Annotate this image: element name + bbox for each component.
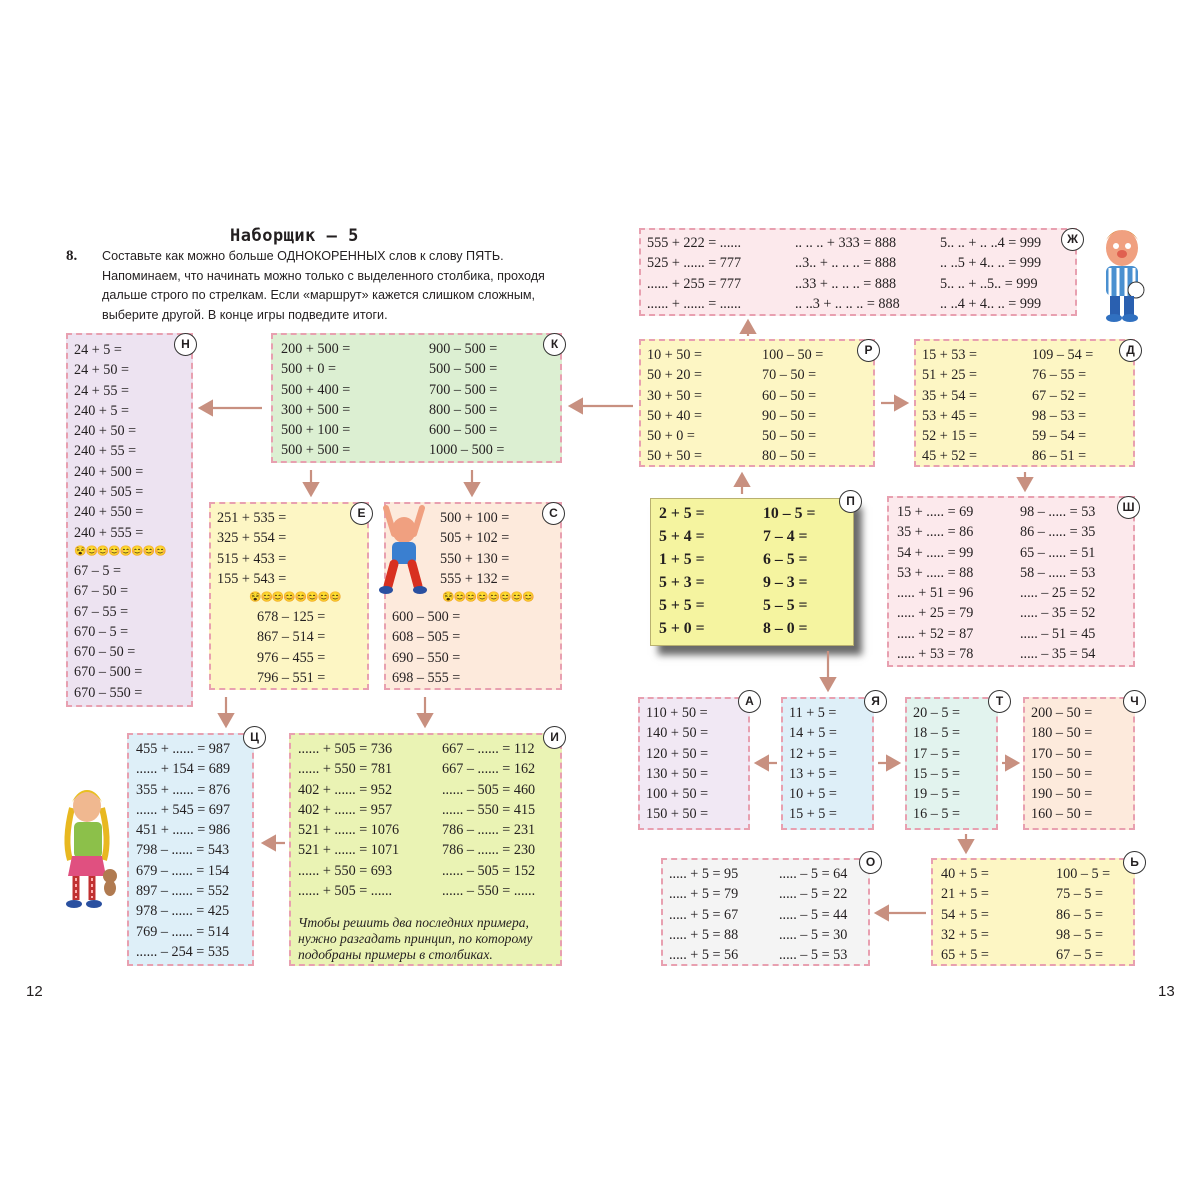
equation: 86 – 51 = xyxy=(1032,448,1087,465)
box-letter: Е xyxy=(350,502,373,525)
box-letter: Ш xyxy=(1117,496,1140,519)
equation: 10 + 5 = xyxy=(789,786,837,803)
equation: 67 – 5 = xyxy=(74,562,122,579)
page-number-right: 13 xyxy=(1158,983,1175,1000)
equation: ...... + 154 = 689 xyxy=(136,761,231,778)
task-line: дальше строго по стрелкам. Если «маршрут» кажется слишком сложным, xyxy=(102,288,536,302)
equation: ..... – 5 = 53 xyxy=(779,947,848,964)
equation: 150 – 50 = xyxy=(1031,765,1093,782)
jumping-boy-illustration xyxy=(376,504,432,598)
equation: ..... – 5 = 44 xyxy=(779,906,848,923)
equation: 32 + 5 = xyxy=(941,926,989,943)
equation: 897 – ...... = 552 xyxy=(136,883,230,900)
page-title: Наборщик — 5 xyxy=(230,226,359,246)
equation: 251 + 535 = xyxy=(217,510,287,526)
equation: 98 – 5 = xyxy=(1056,926,1104,943)
equation: ..... – 51 = 45 xyxy=(1020,625,1096,642)
equation: 240 + 555 = xyxy=(74,524,144,541)
equation: 90 – 50 = xyxy=(762,407,817,424)
equation: 670 – 500 = xyxy=(74,664,143,681)
equation: 5 + 4 = xyxy=(659,528,705,545)
equation: 65 – ..... = 51 xyxy=(1020,544,1096,561)
task-number: 8. xyxy=(66,248,78,264)
equation: 24 + 50 = xyxy=(74,362,130,379)
equation: ..... + 5 = 67 xyxy=(669,906,739,923)
equation: 50 + 0 = xyxy=(647,428,695,445)
equation: ...... + 255 = 777 xyxy=(647,275,742,292)
equation: 52 + 15 = xyxy=(922,428,978,445)
equation: 100 – 5 = xyxy=(1056,866,1111,882)
equation: 867 – 514 = xyxy=(257,629,326,646)
equation: 67 – 50 = xyxy=(74,583,129,600)
equation: 13 + 5 = xyxy=(789,765,837,782)
equation: 98 – 53 = xyxy=(1032,407,1087,424)
equation: 35 + 54 = xyxy=(922,387,978,404)
equation: 53 + 45 = xyxy=(922,407,978,424)
equation: 80 – 50 = xyxy=(762,448,817,465)
equation: 1000 – 500 = xyxy=(429,442,505,459)
equation: 35 + ..... = 86 xyxy=(897,524,974,541)
equation: 20 – 5 = xyxy=(913,705,961,721)
equation: 525 + ...... = 777 xyxy=(647,255,742,272)
equation: 978 – ...... = 425 xyxy=(136,903,230,920)
equation: 600 – 500 = xyxy=(429,422,498,439)
equation: 76 – 55 = xyxy=(1032,367,1087,384)
equation: ..33 + .. .. .. = 888 xyxy=(795,275,897,292)
equation: 500 + 100 = xyxy=(440,510,510,526)
equation: 45 + 52 = xyxy=(922,448,978,465)
equation: 800 – 500 = xyxy=(429,401,498,418)
note-line: нужно разгадать принцип, по которому xyxy=(298,931,533,946)
equation: 9 – 3 = xyxy=(763,574,808,591)
equation: 8 – 0 = xyxy=(763,620,808,637)
boy-with-ball-illustration xyxy=(1092,218,1154,324)
equation: 678 – 125 = xyxy=(257,609,326,626)
equation: 796 – 551 = xyxy=(257,670,326,687)
equation: 505 + 102 = xyxy=(440,530,510,547)
equation: 690 – 550 = xyxy=(392,649,461,666)
equation: 160 – 50 = xyxy=(1031,806,1093,823)
equation: 110 + 50 = xyxy=(646,705,708,721)
equation: 700 – 500 = xyxy=(429,381,498,398)
equation: 451 + ...... = 986 xyxy=(136,822,231,839)
equation: 51 + 25 = xyxy=(922,367,978,384)
equation: 670 – 50 = xyxy=(74,644,136,661)
equation: 521 + ...... = 1071 xyxy=(298,842,400,859)
equation: ..... + 51 = 96 xyxy=(897,585,974,602)
note-line: Чтобы решить два последних примера, xyxy=(298,915,529,930)
equation: 521 + ...... = 1076 xyxy=(298,822,400,839)
equation: 170 – 50 = xyxy=(1031,745,1093,762)
equation: 75 – 5 = xyxy=(1056,886,1104,903)
girl-with-teddy-illustration xyxy=(58,780,120,912)
equation: 600 – 500 = xyxy=(392,609,461,626)
equation: 70 – 50 = xyxy=(762,367,817,384)
box-letter: Я xyxy=(864,690,887,713)
equation: ...... – 550 = ...... xyxy=(442,883,536,900)
equation: 5.. .. + .. ..4 = 999 xyxy=(940,235,1042,251)
equation: 500 + 0 = xyxy=(281,361,337,378)
box-letter: С xyxy=(542,502,565,525)
equation: 54 + ..... = 99 xyxy=(897,544,974,561)
equation: 67 – 5 = xyxy=(1056,947,1104,964)
note-line: подобраны примеры в столбиках. xyxy=(298,947,493,962)
equation: 18 – 5 = xyxy=(913,725,961,742)
equation: 355 + ...... = 876 xyxy=(136,781,231,798)
equation: 120 + 50 = xyxy=(646,745,709,762)
equation: 19 – 5 = xyxy=(913,786,961,803)
box-letter: Ь xyxy=(1123,851,1146,874)
equation: 16 – 5 = xyxy=(913,806,961,823)
equation: 786 – ...... = 230 xyxy=(442,842,536,859)
equation: 109 – 54 = xyxy=(1032,347,1094,363)
box-letter: К xyxy=(543,333,566,356)
equation: 5 + 3 = xyxy=(659,574,705,591)
equation: ..... – 25 = 52 xyxy=(1020,585,1096,602)
smiley-row-icon: 😵😊😊😊😊😊😊😊 xyxy=(442,592,534,604)
page-number-left: 12 xyxy=(26,983,43,1000)
equation: 10 – 5 = xyxy=(763,505,816,522)
box-letter: Д xyxy=(1119,339,1142,362)
equation: 2 + 5 = xyxy=(659,505,705,522)
box-letter: А xyxy=(738,690,761,713)
equation: 500 – 500 = xyxy=(429,361,498,378)
equation: 30 + 50 = xyxy=(647,387,703,404)
equation: 679 – ...... = 154 xyxy=(136,862,230,879)
task-line: выберите другой. В конце игры подведите итоги. xyxy=(102,307,388,322)
equation: 555 + 132 = xyxy=(440,570,510,587)
equation: 240 + 5 = xyxy=(74,402,130,419)
equation: 555 + 222 = ...... xyxy=(647,235,742,251)
equation: ..... + 5 = 95 xyxy=(669,866,739,882)
equation: 325 + 554 = xyxy=(217,530,287,547)
box-letter: Ч xyxy=(1123,690,1146,713)
equation: 150 + 50 = xyxy=(646,806,709,823)
equation: 180 – 50 = xyxy=(1031,725,1093,742)
equation: ...... + 550 = 781 xyxy=(298,761,393,778)
equation: 200 – 50 = xyxy=(1031,705,1093,721)
equation: ...... – 550 = 415 xyxy=(442,801,536,818)
equation: 140 + 50 = xyxy=(646,725,709,742)
box-letter: Р xyxy=(857,339,880,362)
equation: 515 + 453 = xyxy=(217,550,287,567)
equation: 53 + ..... = 88 xyxy=(897,564,974,581)
equation: 500 + 100 = xyxy=(281,422,351,439)
box-letter: Т xyxy=(988,690,1011,713)
equation: 67 – 55 = xyxy=(74,603,129,620)
equation: 50 – 50 = xyxy=(762,428,817,445)
equation: 667 – ...... = 112 xyxy=(442,741,535,757)
smiley-row-icon: 😵😊😊😊😊😊😊😊 xyxy=(74,545,166,557)
equation: 15 + ..... = 69 xyxy=(897,504,974,520)
equation: 402 + ...... = 952 xyxy=(298,781,393,798)
equation: 500 + 500 = xyxy=(281,442,351,459)
box-letter: Ж xyxy=(1061,228,1084,251)
equation: 65 + 5 = xyxy=(941,947,989,964)
equation: ..... + 5 = 88 xyxy=(669,926,739,943)
equation: 15 – 5 = xyxy=(913,765,961,782)
equation: 786 – ...... = 231 xyxy=(442,822,536,839)
equation: 200 + 500 = xyxy=(281,341,351,357)
equation: 86 – 5 = xyxy=(1056,906,1104,923)
equation: 11 + 5 = xyxy=(789,705,837,721)
box-letter: О xyxy=(859,851,882,874)
equation: 402 + ...... = 957 xyxy=(298,801,393,818)
equation: 240 + 500 = xyxy=(74,463,144,480)
box-letter: Ц xyxy=(243,726,266,749)
equation: 58 – ..... = 53 xyxy=(1020,564,1096,581)
equation: 976 – 455 = xyxy=(257,649,326,666)
equation: .. ..3 + .. .. .. = 888 xyxy=(795,295,900,312)
equation: 500 + 400 = xyxy=(281,381,351,398)
equation: 455 + ...... = 987 xyxy=(136,741,231,757)
equation: 6 – 5 = xyxy=(763,551,808,568)
equation: 5 + 5 = xyxy=(659,597,705,614)
equation: 14 + 5 = xyxy=(789,725,837,742)
equation: 190 – 50 = xyxy=(1031,786,1093,803)
equation: ...... – 505 = 460 xyxy=(442,781,536,798)
equation: 100 + 50 = xyxy=(646,786,709,803)
equation: .. ..4 + 4.. .. = 999 xyxy=(940,295,1042,312)
equation: .. ..5 + 4.. .. = 999 xyxy=(940,255,1042,272)
equation: ...... + ...... = ...... xyxy=(647,295,742,312)
equation: 240 + 50 = xyxy=(74,423,137,440)
equation: ..... + 53 = 78 xyxy=(897,646,974,663)
equation: 67 – 52 = xyxy=(1032,387,1087,404)
equation: 698 – 555 = xyxy=(392,670,461,687)
equation: 98 – ..... = 53 xyxy=(1020,504,1096,520)
box-letter: И xyxy=(543,726,566,749)
equation: ...... + 550 = 693 xyxy=(298,862,393,879)
equation: 608 – 505 = xyxy=(392,629,461,646)
equation: ..... + 5 = 56 xyxy=(669,947,739,964)
equation: 86 – ..... = 35 xyxy=(1020,524,1096,541)
equation: 900 – 500 = xyxy=(429,341,498,357)
equation: 50 + 20 = xyxy=(647,367,703,384)
equation: ..... – 35 = 52 xyxy=(1020,605,1096,622)
equation: 130 + 50 = xyxy=(646,765,709,782)
task-line: Напоминаем, что начинать можно только с выделенного столбика, проходя xyxy=(102,268,545,283)
equation: 17 – 5 = xyxy=(913,745,961,762)
equation: ...... + 505 = ...... xyxy=(298,883,393,900)
equation: 5 + 0 = xyxy=(659,620,705,637)
equation: 7 – 4 = xyxy=(763,528,808,545)
equation: 59 – 54 = xyxy=(1032,428,1087,445)
equation: 5 – 5 = xyxy=(763,597,808,614)
equation: 240 + 55 = xyxy=(74,443,137,460)
equation: 300 + 500 = xyxy=(281,401,351,418)
equation: 12 + 5 = xyxy=(789,745,837,762)
equation: ...... + 545 = 697 xyxy=(136,801,231,818)
smiley-row-icon: 😵😊😊😊😊😊😊😊 xyxy=(249,592,341,604)
equation: ..... – 35 = 54 xyxy=(1020,646,1096,663)
equation: 667 – ...... = 162 xyxy=(442,761,536,778)
equation: 50 + 40 = xyxy=(647,407,703,424)
equation: ..... + 5 = 79 xyxy=(669,886,739,903)
equation: 670 – 5 = xyxy=(74,623,129,640)
equation: 10 + 50 = xyxy=(647,347,703,363)
equation: 769 – ...... = 514 xyxy=(136,923,230,940)
equation: 24 + 5 = xyxy=(74,342,122,358)
equation: .. .. .. + 333 = 888 xyxy=(795,235,897,251)
equation: 798 – ...... = 543 xyxy=(136,842,230,859)
equation: 15 + 5 = xyxy=(789,806,837,823)
equation: ..... + 25 = 79 xyxy=(897,605,974,622)
equation: 50 + 50 = xyxy=(647,448,703,465)
task-line: Составьте как можно больше ОДНОКОРЕННЫХ слов к слову ПЯТЬ. xyxy=(102,249,504,263)
box-letter: П xyxy=(839,490,862,513)
equation: 1 + 5 = xyxy=(659,551,705,568)
equation: 155 + 543 = xyxy=(217,570,287,587)
equation: 670 – 550 = xyxy=(74,684,143,701)
equation: ..... – 5 = 22 xyxy=(779,886,848,903)
equation: 550 + 130 = xyxy=(440,550,510,567)
equation: 15 + 53 = xyxy=(922,347,978,363)
equation: ...... – 505 = 152 xyxy=(442,862,536,879)
equation: ..3.. + .. .. .. = 888 xyxy=(795,255,897,272)
equation: ..... – 5 = 30 xyxy=(779,926,848,943)
equation: 240 + 505 = xyxy=(74,484,144,501)
equation: 24 + 55 = xyxy=(74,382,130,399)
equation: ...... – 254 = 535 xyxy=(136,943,230,960)
box-letter: Н xyxy=(174,333,197,356)
equation: ..... + 52 = 87 xyxy=(897,625,974,642)
equation: ...... + 505 = 736 xyxy=(298,741,393,757)
equation: 21 + 5 = xyxy=(941,886,989,903)
equation: 5.. .. + ..5.. = 999 xyxy=(940,275,1038,292)
equation: ..... – 5 = 64 xyxy=(779,866,848,882)
equation: 100 – 50 = xyxy=(762,347,824,363)
equation: 60 – 50 = xyxy=(762,387,817,404)
equation: 54 + 5 = xyxy=(941,906,989,923)
equation: 40 + 5 = xyxy=(941,866,989,882)
equation: 240 + 550 = xyxy=(74,504,144,521)
